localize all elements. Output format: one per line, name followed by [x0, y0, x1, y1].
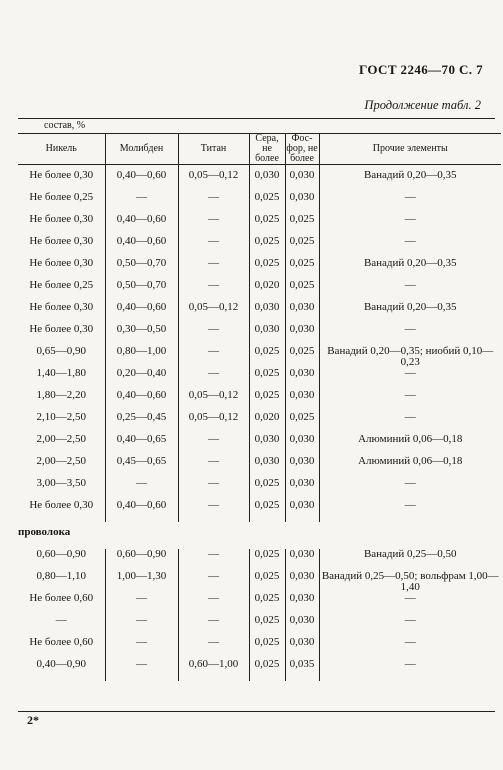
- cell-phosphorus: 0,025: [285, 236, 319, 258]
- cell-molybdenum: 0,40—0,60: [105, 390, 178, 412]
- cell-phosphorus: 0,030: [285, 615, 319, 637]
- col-sulfur: Сера, не более: [249, 134, 285, 165]
- cell-nickel: 1,40—1,80: [18, 368, 105, 390]
- cell-titanium: 0,05—0,12: [178, 412, 249, 434]
- table-row: [18, 637, 501, 659]
- section-label: проволока: [18, 526, 71, 538]
- cell-other: Алюминий 0,06—0,18: [319, 434, 501, 456]
- table-row: [18, 192, 501, 214]
- cell-molybdenum: —: [105, 659, 178, 681]
- cell-molybdenum: —: [105, 637, 178, 659]
- cell-nickel: Не более 0,30: [18, 214, 105, 236]
- cell-phosphorus: 0,025: [285, 412, 319, 434]
- cell-sulfur: 0,030: [249, 165, 285, 193]
- cell-phosphorus: 0,030: [285, 500, 319, 522]
- cell-sulfur: 0,025: [249, 478, 285, 500]
- table-row: [18, 258, 501, 280]
- cell-titanium: —: [178, 192, 249, 214]
- cell-titanium: —: [178, 368, 249, 390]
- cell-phosphorus: 0,035: [285, 659, 319, 681]
- cell-other: Алюминий 0,06—0,18: [319, 456, 501, 478]
- table-row: [18, 280, 501, 302]
- cell-nickel: 3,00—3,50: [18, 478, 105, 500]
- table-row: [18, 236, 501, 258]
- cell-molybdenum: 0,50—0,70: [105, 280, 178, 302]
- cell-nickel: 1,80—2,20: [18, 390, 105, 412]
- cell-sulfur: 0,025: [249, 214, 285, 236]
- cell-sulfur: 0,025: [249, 659, 285, 681]
- cell-titanium: —: [178, 478, 249, 500]
- cell-sulfur: 0,025: [249, 549, 285, 571]
- cell-phosphorus: 0,030: [285, 478, 319, 500]
- cell-molybdenum: 0,40—0,60: [105, 236, 178, 258]
- cell-other: —: [319, 192, 501, 214]
- cell-phosphorus: 0,030: [285, 192, 319, 214]
- table-row: [18, 549, 501, 571]
- cell-sulfur: 0,025: [249, 192, 285, 214]
- cell-other: —: [319, 659, 501, 681]
- cell-nickel: Не более 0,30: [18, 236, 105, 258]
- top-rule: [18, 118, 495, 119]
- cell-nickel: 2,10—2,50: [18, 412, 105, 434]
- cell-nickel: 0,40—0,90: [18, 659, 105, 681]
- table-row: [18, 478, 501, 500]
- cell-titanium: —: [178, 571, 249, 593]
- page-number: 2*: [27, 713, 39, 727]
- cell-nickel: Не более 0,25: [18, 192, 105, 214]
- composition-table: [18, 133, 501, 681]
- cell-other: —: [319, 593, 501, 615]
- cell-molybdenum: 0,45—0,65: [105, 456, 178, 478]
- cell-other: —: [319, 637, 501, 659]
- cell-molybdenum: 0,60—0,90: [105, 549, 178, 571]
- cell-other: —: [319, 236, 501, 258]
- cell-phosphorus: 0,025: [285, 346, 319, 368]
- cell-nickel: 0,60—0,90: [18, 549, 105, 571]
- cell-other: Ванадий 0,20—0,35: [319, 165, 501, 193]
- cell-nickel: Не более 0,30: [18, 500, 105, 522]
- table-row: [18, 368, 501, 390]
- cell-other: Ванадий 0,20—0,35: [319, 302, 501, 324]
- cell-sulfur: 0,025: [249, 500, 285, 522]
- cell-titanium: —: [178, 324, 249, 346]
- cell-molybdenum: —: [105, 192, 178, 214]
- cell-sulfur: 0,030: [249, 434, 285, 456]
- cell-molybdenum: 0,40—0,60: [105, 500, 178, 522]
- cell-titanium: —: [178, 637, 249, 659]
- cell-sulfur: 0,030: [249, 324, 285, 346]
- table-row: [18, 500, 501, 522]
- cell-phosphorus: 0,030: [285, 637, 319, 659]
- cell-sulfur: 0,020: [249, 280, 285, 302]
- cell-other: —: [319, 368, 501, 390]
- cell-titanium: 0,05—0,12: [178, 302, 249, 324]
- cell-titanium: —: [178, 434, 249, 456]
- cell-molybdenum: 0,40—0,60: [105, 165, 178, 193]
- cell-molybdenum: 0,25—0,45: [105, 412, 178, 434]
- cell-nickel: Не более 0,30: [18, 324, 105, 346]
- cell-sulfur: 0,025: [249, 368, 285, 390]
- cell-titanium: 0,60—1,00: [178, 659, 249, 681]
- table-row: [18, 302, 501, 324]
- cell-phosphorus: 0,030: [285, 302, 319, 324]
- cell-titanium: —: [178, 280, 249, 302]
- table-row: [18, 165, 501, 193]
- cell-nickel: 0,80—1,10: [18, 571, 105, 593]
- cell-phosphorus: 0,025: [285, 258, 319, 280]
- cell-titanium: 0,05—0,12: [178, 390, 249, 412]
- cell-nickel: 0,65—0,90: [18, 346, 105, 368]
- cell-nickel: —: [18, 615, 105, 637]
- cell-other: Ванадий 0,20—0,35: [319, 258, 501, 280]
- cell-titanium: —: [178, 549, 249, 571]
- cell-phosphorus: 0,030: [285, 434, 319, 456]
- col-nickel: Никель: [18, 134, 105, 165]
- col-phosphorus: Фос-фор, не более: [286, 133, 318, 164]
- cell-molybdenum: —: [105, 593, 178, 615]
- cell-titanium: —: [178, 214, 249, 236]
- cell-nickel: 2,00—2,50: [18, 456, 105, 478]
- cell-phosphorus: 0,030: [285, 165, 319, 193]
- cell-molybdenum: 0,50—0,70: [105, 258, 178, 280]
- cell-sulfur: 0,025: [249, 637, 285, 659]
- cell-molybdenum: 0,40—0,60: [105, 214, 178, 236]
- cell-nickel: Не более 0,30: [18, 258, 105, 280]
- table-row: [18, 593, 501, 615]
- table-row: [18, 412, 501, 434]
- cell-sulfur: 0,030: [249, 302, 285, 324]
- cell-phosphorus: 0,030: [285, 456, 319, 478]
- cell-molybdenum: —: [105, 615, 178, 637]
- cell-molybdenum: —: [105, 478, 178, 500]
- cell-titanium: —: [178, 456, 249, 478]
- cell-other: —: [319, 214, 501, 236]
- bottom-rule: [18, 711, 495, 712]
- cell-titanium: 0,05—0,12: [178, 165, 249, 193]
- cell-sulfur: 0,025: [249, 236, 285, 258]
- cell-titanium: —: [178, 258, 249, 280]
- cell-phosphorus: 0,025: [285, 280, 319, 302]
- table-row: [18, 390, 501, 412]
- cell-sulfur: 0,025: [249, 615, 285, 637]
- cell-phosphorus: 0,030: [285, 593, 319, 615]
- section-row: [18, 522, 501, 549]
- cell-nickel: Не более 0,25: [18, 280, 105, 302]
- cell-sulfur: 0,025: [249, 258, 285, 280]
- cell-sulfur: 0,020: [249, 412, 285, 434]
- cell-other: —: [319, 390, 501, 412]
- cell-nickel: Не более 0,30: [18, 165, 105, 193]
- cell-molybdenum: 0,40—0,60: [105, 302, 178, 324]
- cell-nickel: Не более 0,60: [18, 637, 105, 659]
- table-row: [18, 324, 501, 346]
- cell-phosphorus: 0,030: [285, 549, 319, 571]
- cell-titanium: —: [178, 615, 249, 637]
- table-row: [18, 571, 501, 593]
- cell-molybdenum: 0,20—0,40: [105, 368, 178, 390]
- cell-other: Ванадий 0,25—0,50; вольфрам 1,00—1,40: [319, 571, 501, 593]
- table-row: [18, 456, 501, 478]
- cell-molybdenum: 0,40—0,65: [105, 434, 178, 456]
- table-header-row: [18, 134, 501, 165]
- document-code: ГОСТ 2246—70 С. 7: [359, 62, 483, 77]
- cell-nickel: Не более 0,30: [18, 302, 105, 324]
- cell-titanium: —: [178, 593, 249, 615]
- table-row: [18, 346, 501, 368]
- table-row: [18, 659, 501, 681]
- cell-other: Ванадий 0,25—0,50: [319, 549, 501, 571]
- table-continuation-title: Продолжение табл. 2: [364, 98, 481, 112]
- cell-molybdenum: 0,30—0,50: [105, 324, 178, 346]
- cell-other: —: [319, 478, 501, 500]
- cell-titanium: —: [178, 500, 249, 522]
- cell-other: —: [319, 615, 501, 637]
- cell-phosphorus: 0,030: [285, 571, 319, 593]
- cell-sulfur: 0,025: [249, 571, 285, 593]
- composition-label: состав, %: [44, 120, 86, 131]
- cell-sulfur: 0,025: [249, 346, 285, 368]
- col-other: Прочие элементы: [319, 134, 501, 165]
- cell-phosphorus: 0,030: [285, 324, 319, 346]
- col-titanium: Титан: [178, 134, 249, 165]
- cell-phosphorus: 0,030: [285, 390, 319, 412]
- table-row: [18, 615, 501, 637]
- cell-other: —: [319, 324, 501, 346]
- cell-nickel: Не более 0,60: [18, 593, 105, 615]
- cell-phosphorus: 0,030: [285, 368, 319, 390]
- cell-titanium: —: [178, 236, 249, 258]
- col-molybdenum: Молибден: [105, 134, 178, 165]
- cell-sulfur: 0,025: [249, 390, 285, 412]
- cell-sulfur: 0,030: [249, 456, 285, 478]
- cell-sulfur: 0,025: [249, 593, 285, 615]
- cell-other: —: [319, 500, 501, 522]
- cell-other: Ванадий 0,20—0,35; ниобий 0,10—0,23: [319, 346, 501, 368]
- table-row: [18, 214, 501, 236]
- cell-nickel: 2,00—2,50: [18, 434, 105, 456]
- cell-other: —: [319, 412, 501, 434]
- cell-molybdenum: 0,80—1,00: [105, 346, 178, 368]
- cell-titanium: —: [178, 346, 249, 368]
- cell-other: —: [319, 280, 501, 302]
- table-row: [18, 434, 501, 456]
- cell-phosphorus: 0,025: [285, 214, 319, 236]
- cell-molybdenum: 1,00—1,30: [105, 571, 178, 593]
